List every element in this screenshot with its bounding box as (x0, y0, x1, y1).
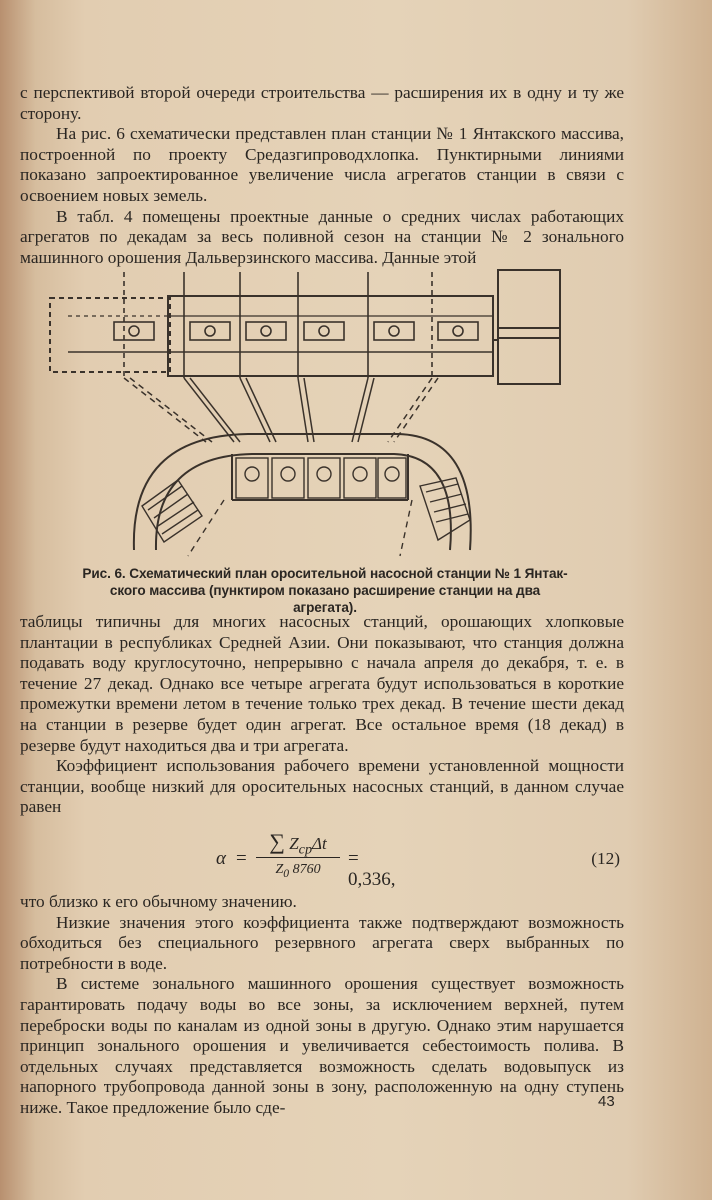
pump-unit-6 (432, 272, 478, 378)
paragraph: В системе зонального машинного орошения существует возможность гарантировать подачу воды во все зоны, за исключением верхней, путем переброски воды по каналам из одной зоны в другую. Однако этим нарушается принцип зонального орошения и увеличивается себестоимость полива. В отдельных случаях представляется возможность сделать водовыпуск из напорного трубопровода данной зоны в зону, расположенную на одну ступень ниже. Такое предложение было сде- (20, 974, 624, 1117)
pump-unit-1 (114, 272, 154, 378)
pump-unit-5 (368, 272, 414, 378)
numerator-delta: Δt (312, 833, 327, 853)
station-plan-drawing (38, 260, 598, 560)
equation-number: (12) (591, 848, 620, 868)
formula-numerator (256, 828, 340, 858)
equation-12 (20, 824, 624, 890)
caption-line: ского массива (пунктиром показано расширение станции на два (109, 583, 541, 598)
formula-equals: = (236, 847, 247, 869)
pump-unit-3 (240, 272, 286, 378)
numerator-subscript: ср (298, 841, 313, 858)
denominator-z: Z (275, 861, 284, 877)
caption-line: Рис. 6. Схематический план оросительной насосной станции № 1 Янтак- (82, 566, 568, 581)
outlet-channel-left (142, 480, 224, 556)
paragraph: В табл. 4 помещены проектные данные о средних числах работающих агрегатов по декадам за весь поливной сезон на станции № 2 зонального машинного орошения Дальверзинского массива. Данные этой (20, 206, 624, 267)
pressure-pipes (124, 378, 438, 442)
paragraph: таблицы типичны для многих насосных станций, орошающих хлопковые плантации в республиках Средней Азии. Они показывают, что станция должна подавать воду круглосуточно, непрерывно с начала апреля до декабря, т. е. в течение 27 декад. Однако все четыре агрегата будут использоваться в короткие промежутки времени летом в течение только трех декад. В течение шести декад на станции в резерве будет один агрегат. Все остальное время (18 декад) в резерве будут находиться два и три агрегата. (20, 612, 624, 755)
formula-fraction (256, 828, 340, 884)
pump-unit-2 (184, 272, 230, 378)
text-block-top (20, 83, 624, 268)
numerator-z: Z (284, 833, 299, 853)
formula-value: = 0,336, (348, 847, 396, 890)
discharge-basin (134, 434, 471, 550)
figure-caption (60, 565, 590, 616)
basin-chambers (236, 458, 406, 498)
page-number: 43 (598, 1093, 615, 1110)
formula-denominator (256, 860, 340, 884)
paragraph: На рис. 6 схематически представлен план станции № 1 Янтакского массива, построенной по проекту Средазгипроводхлопка. Пунктирными линиями показано запроектированное увеличение числа агрегатов станции в связи с освоением новых земель. (20, 124, 624, 205)
paragraph: Низкие значения этого коэффициента также подтверждают возможность обходиться без специального резервного агрегата сверх выбранных по потребности в воде. (20, 912, 624, 973)
expansion-building-outline (50, 298, 170, 372)
paragraph: с перспективой второй очереди строительства — расширения их в одну и ту же сторону. (20, 83, 624, 123)
sigma-symbol: ∑ (269, 828, 285, 854)
caption-line: агрегата). (293, 600, 357, 615)
outlet-channel-right (400, 478, 470, 556)
pump-unit-4 (298, 272, 344, 378)
paragraph: что близко к его обычному значению. (20, 891, 297, 911)
formula-alpha: α (216, 847, 226, 869)
paragraph: Коэффициент использования рабочего времени установленной мощности станции, вообще низкий для оросительных насосных станций, в данном случае равен (20, 756, 624, 817)
station-plan-figure (38, 260, 598, 560)
text-block-bottom (20, 612, 624, 1118)
denominator-subscript: 0 (283, 866, 290, 880)
station-building-outline (168, 296, 493, 376)
denominator-hours: 8760 (289, 861, 321, 877)
